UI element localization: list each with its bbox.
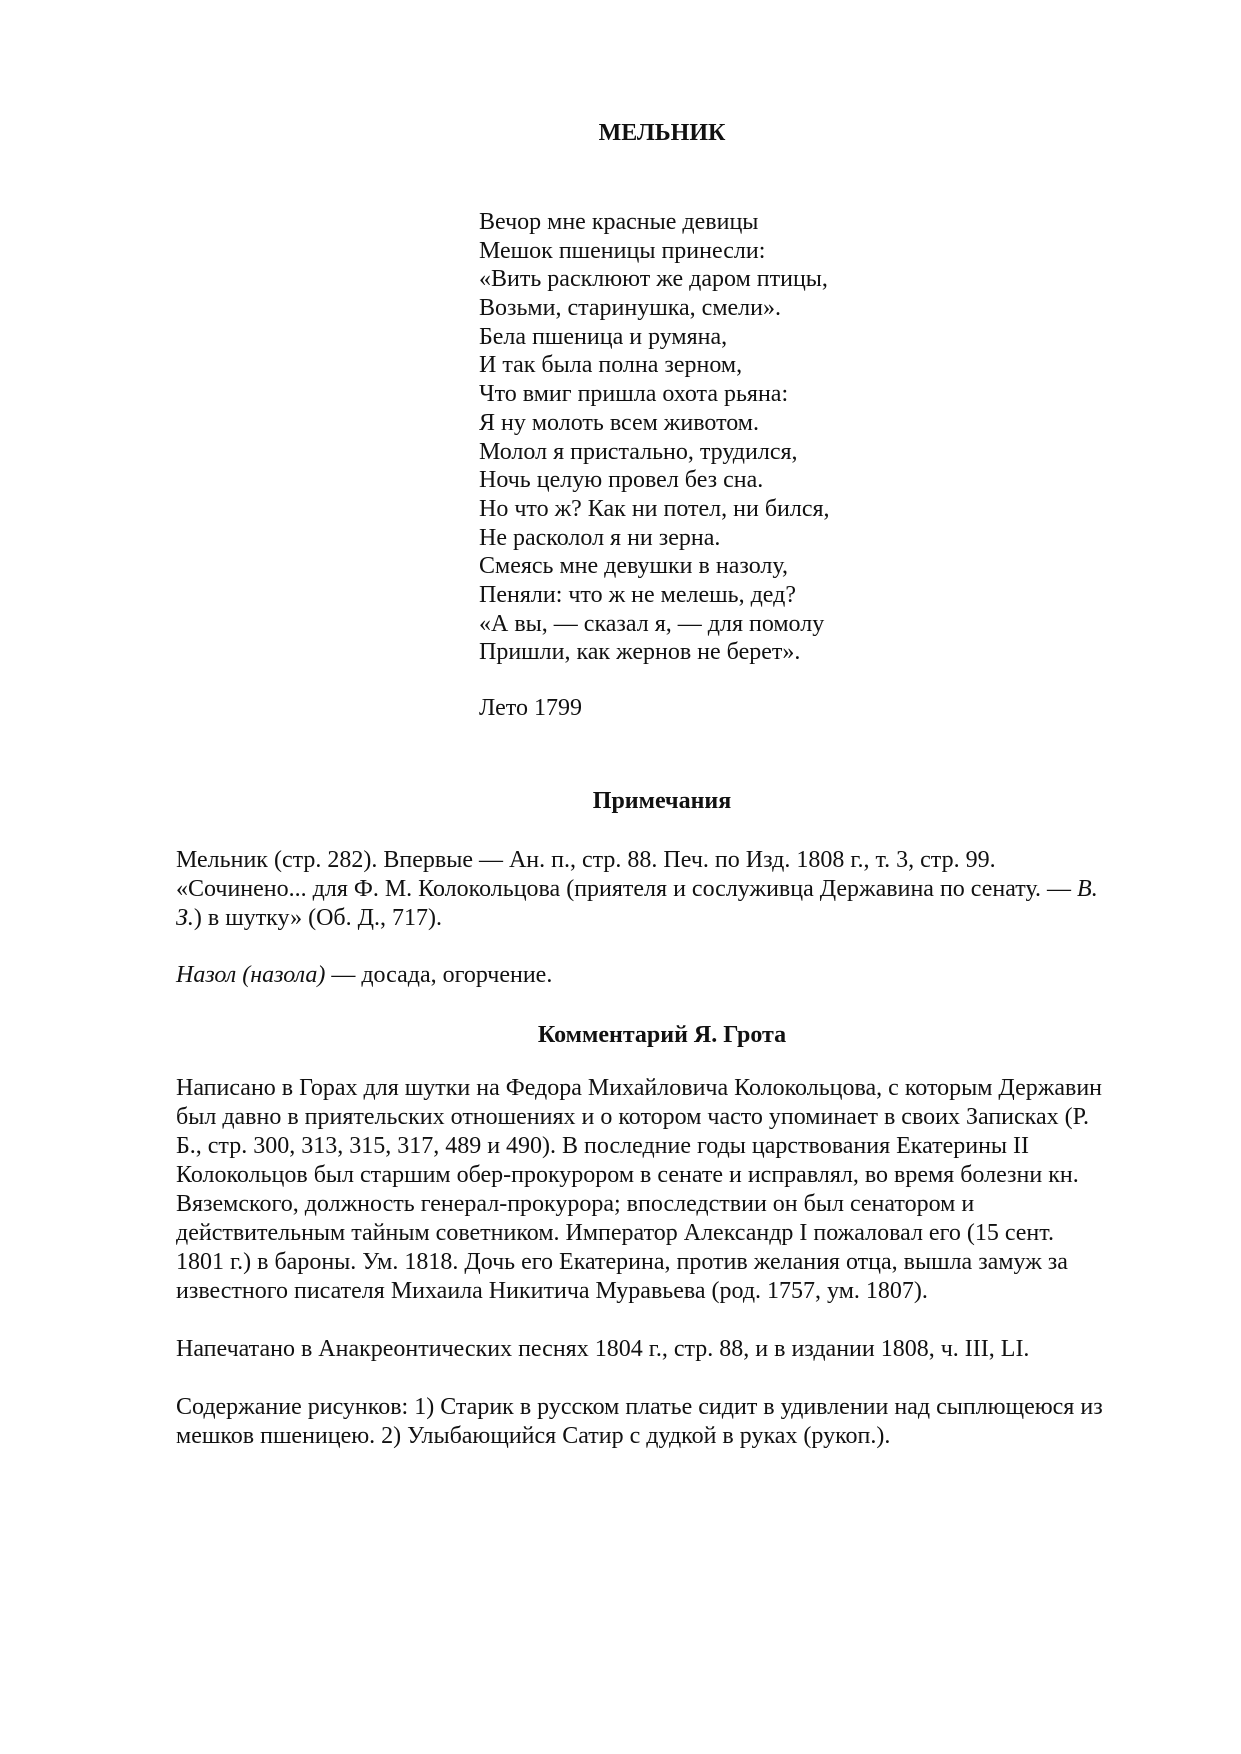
illustrations-line: мешков пшеницею. 2) Улыбающийся Сатир с дудкой в руках (рукоп.). — [176, 1423, 891, 1449]
notes-paragraph — [176, 846, 1146, 933]
notes-text: ) в шутку» (Об. Д., 717). — [193, 905, 442, 931]
notes-line: Мельник (стр. 282). Впервые — Ан. п., стр. 88. Печ. по Изд. 1808 г., т. 3, стр. 99. — [176, 847, 996, 873]
poem-line: Молол я пристально, трудился, — [479, 438, 798, 465]
commentary-line: был давно в приятельских отношениях и о котором часто упоминает в своих Записках (Р. — [176, 1104, 1089, 1130]
poem-line: Я ну молоть всем животом. — [479, 409, 759, 436]
poem-line: Вечор мне красные девицы — [479, 209, 759, 235]
poem-line: Но что ж? Как ни потел, ни бился, — [479, 495, 830, 522]
glossary-paragraph — [176, 961, 1146, 990]
poem-body — [479, 208, 830, 667]
notes-heading: Примечания — [592, 788, 732, 814]
notes-italic: В. — [1077, 876, 1098, 902]
publication-paragraph — [176, 1335, 1146, 1364]
poem-line: Смеясь мне девушки в назолу, — [479, 553, 788, 580]
glossary-term: Назол (назола) — [176, 962, 326, 988]
poem-line: Мешок пшеницы принесли: — [479, 237, 766, 264]
commentary-line: Написано в Горах для шутки на Федора Михайловича Колокольцова, с которым Державин — [176, 1075, 1103, 1101]
poem-line: «Вить расклюют же даром птицы, — [479, 266, 828, 293]
notes-line — [176, 904, 1146, 933]
notes-text: «Сочинено... для Ф. М. Колокольцова (приятеля и сослуживца Державина по сенату. — — [176, 876, 1078, 902]
poem-line: Что вмиг пришла охота рьяна: — [479, 381, 789, 408]
poem-line: Ночь целую провел без сна. — [479, 467, 764, 494]
poem-line: Пеняли: что ж не мелешь, дед? — [479, 581, 796, 608]
commentary-line: известного писателя Михаила Никитича Муравьева (род. 1757, ум. 1807). — [176, 1278, 928, 1304]
poem-date: Лето 1799 — [479, 695, 582, 721]
illustrations-paragraph — [176, 1393, 1146, 1451]
commentary-line: 1801 г.) в бароны. Ум. 1818. Дочь его Екатерина, против желания отца, вышла замуж за — [176, 1249, 1068, 1275]
poem-line: И так была полна зерном, — [479, 352, 743, 379]
illustrations-line: Содержание рисунков: 1) Старик в русском платье сидит в удивлении над сыплющеюся из — [176, 1394, 1103, 1420]
commentary-line: Вяземского, должность генерал-прокурора; впоследствии он был сенатором и — [176, 1191, 975, 1217]
glossary-definition: — досада, огорчение. — [325, 962, 553, 988]
notes-line — [176, 875, 1146, 904]
poem-line: Возьми, старинушка, смели». — [479, 295, 781, 322]
poem-line: «А вы, — сказал я, — для помолу — [479, 610, 825, 637]
notes-italic: З. — [176, 905, 194, 931]
commentary-heading: Комментарий Я. Грота — [537, 1022, 787, 1048]
commentary-line: Б., стр. 300, 313, 315, 317, 489 и 490). В последние годы царствования Екатерины II — [176, 1133, 1030, 1159]
commentary-paragraph — [176, 1074, 1146, 1306]
poem-line: Не расколол я ни зерна. — [479, 524, 721, 551]
publication-line: Напечатано в Анакреонтических песнях 1804 г., стр. 88, и в издании 1808, ч. III, LI. — [176, 1336, 1030, 1362]
poem-line: Пришли, как жернов не берет». — [479, 639, 801, 666]
commentary-line: Колокольцов был старшим обер-прокурором в сенате и исправлял, во время болезни кн. — [176, 1162, 1079, 1188]
glossary-line — [176, 961, 1146, 990]
poem-line: Бела пшеница и румяна, — [479, 323, 728, 350]
poem-title: МЕЛЬНИК — [598, 120, 726, 146]
commentary-line: действительным тайным советником. Император Александр I пожаловал его (15 сент. — [176, 1220, 1054, 1246]
